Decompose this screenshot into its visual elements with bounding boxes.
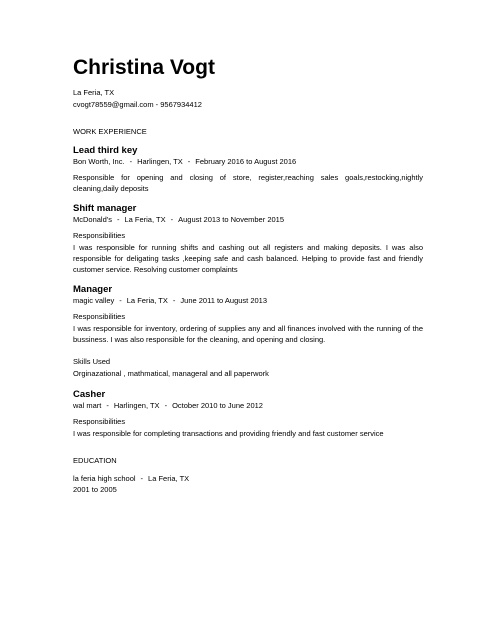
work-experience-heading: WORK EXPERIENCE — [73, 127, 147, 136]
responsibilities-label: Responsibilities — [73, 417, 126, 426]
job-company: wal mart — [73, 401, 102, 410]
job-title: Casher — [73, 389, 106, 400]
education-dates: 2001 to 2005 — [73, 485, 117, 494]
dash-separator: - — [129, 157, 133, 166]
education-school-line — [73, 473, 423, 484]
job-entry — [73, 388, 423, 439]
job-location: La Feria, TX — [124, 215, 166, 224]
job-location: Harlingen, TX — [137, 157, 183, 166]
job-entry — [73, 144, 423, 194]
dash-separator: - — [106, 401, 109, 410]
school-name: la feria high school — [73, 474, 136, 483]
dash-separator: - — [164, 401, 168, 410]
job-dates: June 2011 to August 2013 — [180, 296, 268, 305]
education-entry — [73, 473, 423, 495]
job-entry — [73, 202, 423, 275]
job-dates: August 2013 to November 2015 — [178, 215, 284, 224]
dash-separator: - — [119, 296, 122, 305]
job-meta — [73, 157, 423, 167]
dash-separator: - — [140, 474, 144, 483]
school-location: La Feria, TX — [148, 474, 190, 483]
job-description: I was responsible for running shifts and cashing out all registers and making deposits. I was also responsible for deligating tasks ,keeping safe and cash balanced. Helping to provide fast and friendly customer service. Resolving customer complaints — [73, 243, 423, 274]
job-description: I was responsible for inventory, ordering of supplies any and all finances involved with the running of the bussiness. I was also responsible for the cleaning, and opening and closing. — [73, 324, 423, 344]
job-location: Harlingen, TX — [113, 401, 160, 410]
dash-separator: - — [172, 296, 176, 305]
candidate-name: Christina Vogt — [73, 56, 215, 79]
job-title: Shift manager — [73, 203, 137, 214]
job-title: Lead third key — [73, 145, 138, 156]
skills-label: Skills Used — [73, 357, 111, 366]
job-company: magic valley — [73, 296, 115, 305]
job-dates: February 2016 to August 2016 — [195, 157, 297, 166]
job-dates: October 2010 to June 2012 — [172, 401, 263, 410]
job-meta — [73, 215, 423, 225]
location: La Feria, TX — [73, 88, 115, 97]
job-company: McDonald's — [73, 215, 112, 224]
job-company: Bon Worth, Inc. — [73, 157, 125, 166]
contact-block — [73, 87, 423, 111]
responsibilities-label: Responsibilities — [73, 231, 126, 240]
job-title: Manager — [73, 284, 113, 295]
skills-block — [73, 356, 423, 379]
job-meta — [73, 401, 423, 411]
job-meta — [73, 296, 423, 306]
job-entry — [73, 283, 423, 379]
responsibilities-label: Responsibilities — [73, 312, 126, 321]
job-description: Responsible for opening and closing of store, register,reaching sales goals,restocking,nightly cleaning,daily deposits — [73, 173, 423, 193]
dash-separator: - — [187, 157, 191, 166]
job-description: I was responsible for completing transactions and providing friendly and fast customer service — [73, 429, 384, 438]
skills-text: Orginazational , mathmatical, manageral and all paperwork — [73, 369, 269, 378]
resume-page — [73, 55, 423, 495]
email-phone: cvogt78559@gmail.com - 9567934412 — [73, 100, 202, 109]
dash-separator: - — [116, 215, 120, 224]
dash-separator: - — [170, 215, 174, 224]
education-heading: EDUCATION — [73, 456, 117, 465]
job-location: La Feria, TX — [126, 296, 168, 305]
